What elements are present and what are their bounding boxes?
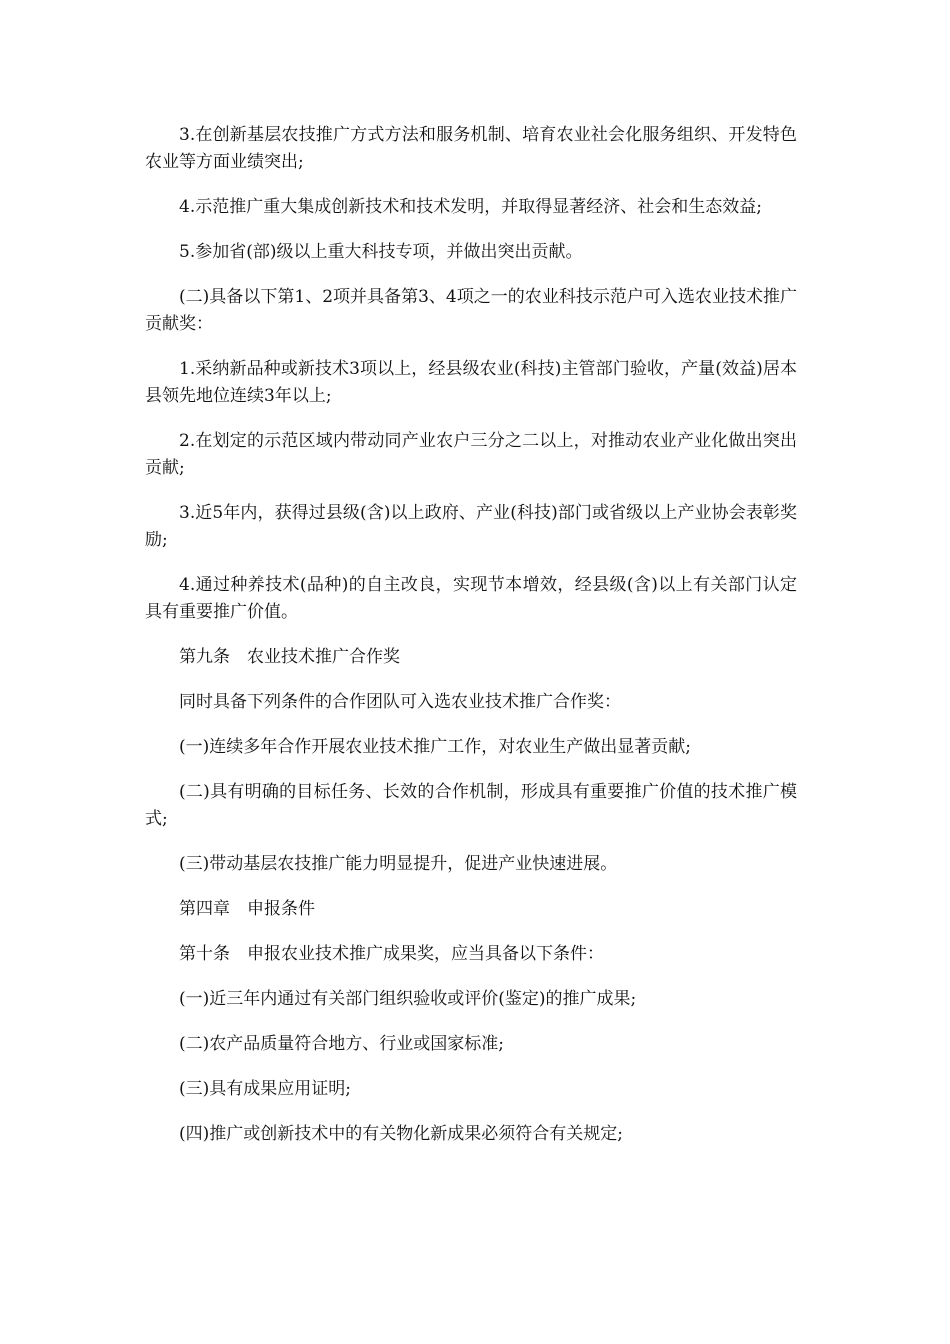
- paragraph-item-1-varieties: 1.采纳新品种或新技术3项以上，经县级农业(科技)主管部门验收，产量(效益)居本县领先地位连续3年以上;: [145, 359, 797, 406]
- paragraph-condition-3: (三)具有成果应用证明;: [179, 1079, 351, 1099]
- paragraph-item-3-innovation: 3.在创新基层农技推广方式方法和服务机制、培育农业社会化服务组织、开发特色农业等方面业绩突出;: [145, 125, 797, 172]
- article-10-heading: 第十条 申报农业技术推广成果奖，应当具备以下条件：: [179, 944, 604, 964]
- paragraph-item-4-improvement: 4.通过种养技术(品种)的自主改良，实现节本增效，经县级(含)以上有关部门认定具有重要推广价值。: [145, 575, 797, 622]
- paragraph-cooperation-1: (一)连续多年合作开展农业技术推广工作，对农业生产做出显著贡献;: [179, 737, 691, 757]
- paragraph-cooperation-2: (二)具有明确的目标任务、长效的合作机制，形成具有重要推广价值的技术推广模式;: [145, 782, 797, 829]
- chapter-4-heading: 第四章 申报条件: [179, 899, 315, 919]
- paragraph-item-3-awards: 3.近5年内，获得过县级(含)以上政府、产业(科技)部门或省级以上产业协会表彰奖励;: [145, 503, 797, 550]
- paragraph-condition-1: (一)近三年内通过有关部门组织验收或评价(鉴定)的推广成果;: [179, 989, 637, 1009]
- article-9-heading: 第九条 农业技术推广合作奖: [179, 647, 400, 667]
- paragraph-item-2-region: 2.在划定的示范区域内带动同产业农户三分之二以上，对推动农业产业化做出突出贡献;: [145, 431, 797, 478]
- paragraph-condition-2: (二)农产品质量符合地方、行业或国家标准;: [179, 1034, 504, 1054]
- document-body: [145, 122, 797, 1166]
- paragraph-section-2-farmers: (二)具备以下第1、2项并具备第3、4项之一的农业科技示范户可入选农业技术推广贡献奖：: [145, 287, 797, 334]
- paragraph-item-4-demonstration: 4.示范推广重大集成创新技术和技术发明，并取得显著经济、社会和生态效益;: [179, 197, 762, 217]
- paragraph-cooperation-intro: 同时具备下列条件的合作团队可入选农业技术推广合作奖：: [179, 692, 621, 712]
- paragraph-cooperation-3: (三)带动基层农技推广能力明显提升，促进产业快速进展。: [179, 854, 618, 874]
- paragraph-condition-4: (四)推广或创新技术中的有关物化新成果必须符合有关规定;: [179, 1124, 623, 1144]
- paragraph-item-5-projects: 5.参加省(部)级以上重大科技专项，并做出突出贡献。: [179, 242, 583, 262]
